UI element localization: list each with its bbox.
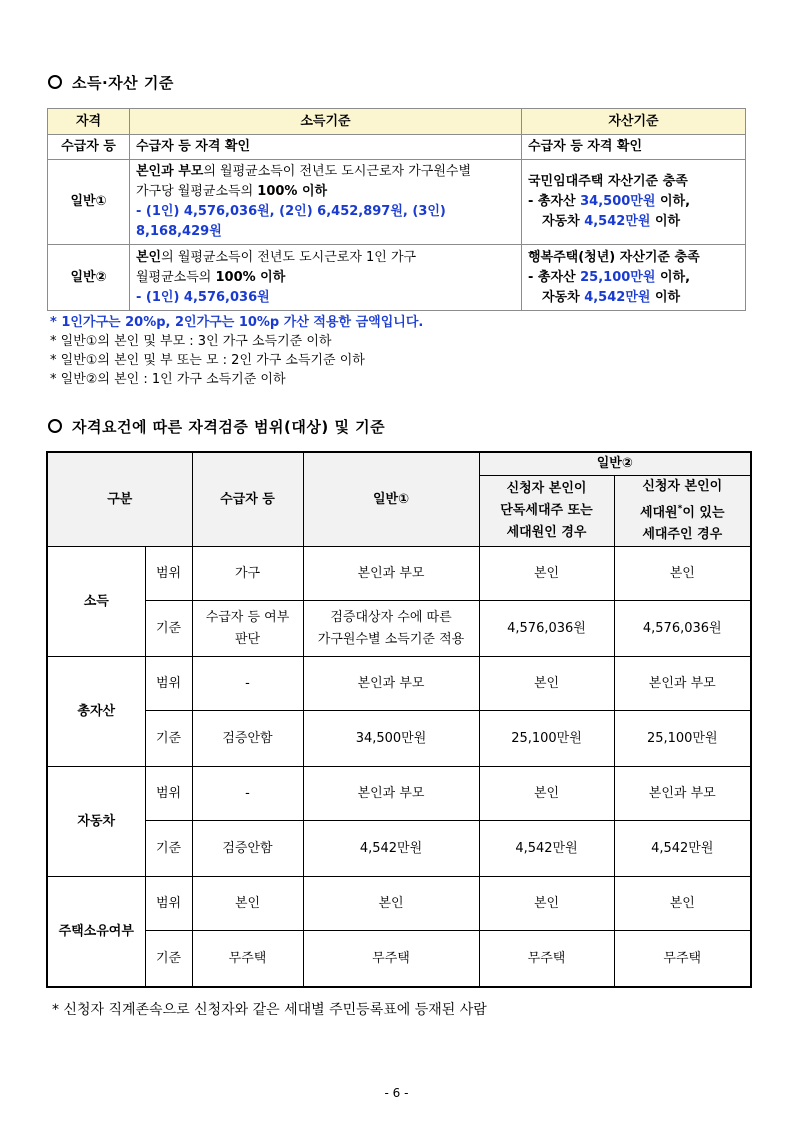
cell-general1: 본인 xyxy=(303,877,479,931)
cell-general2-single: 본인 xyxy=(479,657,614,711)
header-income-criteria: 소득기준 xyxy=(130,109,522,135)
cell-general1: 무주택 xyxy=(303,931,479,987)
cell-line: 검증대상자 수에 따른 xyxy=(330,609,452,625)
table-row-general1 xyxy=(48,160,746,245)
note-2: * 일반①의 본인 및 부모 : 3인 가구 소득기준 이하 xyxy=(50,334,332,349)
page-number: - 6 - xyxy=(384,1086,409,1100)
cell-general2-household: 4,542만원 xyxy=(614,821,751,877)
criteria-notes xyxy=(50,313,423,389)
cell-general2-single: 본인 xyxy=(479,547,614,601)
cell-basic: 검증안함 xyxy=(192,821,303,877)
cell-general2-household: 무주택 xyxy=(614,931,751,987)
sub-label-standard: 기준 xyxy=(145,931,192,987)
header-line: 단독세대주 또는 xyxy=(500,503,593,519)
row-label-general2: 일반② xyxy=(48,245,130,311)
asset-car-value: 4,542만원 xyxy=(584,289,651,305)
cell-general1: 4,542만원 xyxy=(303,821,479,877)
asset-title: 행복주택(청년) 자산기준 충족 xyxy=(528,249,700,265)
cell-general2-single: 무주택 xyxy=(479,931,614,987)
cell-general2-household: 본인 xyxy=(614,877,751,931)
table-row-assets-standard xyxy=(47,711,751,767)
cell-general1: 본인과 부모 xyxy=(303,767,479,821)
category-income: 소득 xyxy=(47,547,145,657)
asset-total-value: 34,500만원 xyxy=(580,194,656,209)
asset-label: - 총자산 xyxy=(528,269,581,285)
row-label-general1: 일반① xyxy=(48,160,130,245)
cell-general2-single: 4,576,036원 xyxy=(479,601,614,657)
income-text: 월평균소득의 xyxy=(136,269,216,285)
asset-label: 자동차 xyxy=(542,214,585,229)
cell-general2-household: 25,100만원 xyxy=(614,711,751,767)
asset-label: 자동차 xyxy=(542,289,585,305)
table-row-basic xyxy=(48,135,746,160)
header-basic: 수급자 등 xyxy=(192,452,303,547)
sub-label-standard: 기준 xyxy=(145,711,192,767)
cell-general2-single: 본인 xyxy=(479,877,614,931)
sub-label-standard: 기준 xyxy=(145,821,192,877)
table-header-row xyxy=(47,452,751,476)
header-general1: 일반① xyxy=(303,452,479,547)
asset-total-value: 25,100만원 xyxy=(580,269,656,285)
header-qualification: 자격 xyxy=(48,109,130,135)
table-row-income-range xyxy=(47,547,751,601)
cell-general2-single: 본인 xyxy=(479,767,614,821)
cell-basic: 본인 xyxy=(192,877,303,931)
cell-basic xyxy=(192,601,303,657)
cell-basic: - xyxy=(192,767,303,821)
cell-line: 판단 xyxy=(234,631,261,647)
note-3: * 일반①의 본인 및 부 또는 모 : 2인 가구 소득기준 이하 xyxy=(50,353,365,368)
cell-general1: 본인과 부모 xyxy=(303,657,479,711)
note-4: * 일반②의 본인 : 1인 가구 소득기준 이하 xyxy=(50,372,286,387)
table-row-general2 xyxy=(48,245,746,311)
table-row-housing-range xyxy=(47,877,751,931)
cell-general2-single: 4,542만원 xyxy=(479,821,614,877)
header-line: 신청자 본인이 xyxy=(506,481,587,497)
cell-general1: 본인과 부모 xyxy=(303,547,479,601)
cell-general2-household: 본인 xyxy=(614,547,751,601)
cell-line: 가구원수별 소득기준 적용 xyxy=(317,631,465,647)
category-home-ownership: 주택소유여부 xyxy=(47,877,145,987)
cell-general2-household: 4,576,036원 xyxy=(614,601,751,657)
hollow-circle-icon xyxy=(48,75,62,89)
cell-general1-asset xyxy=(522,160,746,245)
asset-car-value: 4,542만원 xyxy=(584,214,651,229)
income-text: 의 월평균소득이 전년도 도시근로자 가구원수별 xyxy=(203,164,472,179)
cell-basic: 가구 xyxy=(192,547,303,601)
sub-label-range: 범위 xyxy=(145,547,192,601)
verification-scope-table xyxy=(46,451,752,988)
note-1: * 1인가구는 20%p, 2인가구는 10%p 가산 적용한 금액입니다. xyxy=(50,315,424,330)
income-percent: 100% 이하 xyxy=(257,184,328,199)
income-asset-criteria-table xyxy=(47,108,746,311)
section2-title: 자격요건에 따른 자격검증 범위(대상) 및 기준 xyxy=(72,418,386,436)
income-percent: 100% 이하 xyxy=(215,269,286,285)
header-asset-criteria: 자산기준 xyxy=(522,109,746,135)
asset-suffix: 이하 xyxy=(650,289,681,305)
asset-suffix: 이하 xyxy=(650,214,681,229)
footnote: * 신청자 직계존속으로 신청자와 같은 세대별 주민등록표에 등재된 사람 xyxy=(52,1002,487,1018)
header-line: 세대원인 경우 xyxy=(506,525,587,541)
header-general2-single xyxy=(479,476,614,547)
header-line: 신청자 본인이 xyxy=(642,479,723,494)
cell-basic: - xyxy=(192,657,303,711)
asset-label: - 총자산 xyxy=(528,194,581,209)
row-label-basic: 수급자 등 xyxy=(48,135,130,160)
category-car: 자동차 xyxy=(47,767,145,877)
asset-suffix: 이하, xyxy=(655,194,691,209)
table-header-row xyxy=(48,109,746,135)
header-general2-household xyxy=(614,476,751,547)
cell-basic-asset: 수급자 등 자격 확인 xyxy=(522,135,746,160)
header-line: 이 있는 xyxy=(682,505,725,521)
cell-general1: 34,500만원 xyxy=(303,711,479,767)
cell-line: 수급자 등 여부 xyxy=(205,609,290,625)
income-subject: 본인 xyxy=(136,249,162,265)
table-row-housing-standard xyxy=(47,931,751,987)
cell-general2-household: 본인과 부모 xyxy=(614,657,751,711)
cell-general2-income xyxy=(130,245,522,311)
table-row-income-standard xyxy=(47,601,751,657)
income-text: 가구당 월평균소득의 xyxy=(136,184,258,199)
cell-general2-single: 25,100만원 xyxy=(479,711,614,767)
sub-label-range: 범위 xyxy=(145,657,192,711)
asset-title: 국민임대주택 자산기준 충족 xyxy=(528,174,688,189)
sub-label-range: 범위 xyxy=(145,767,192,821)
income-text: 의 월평균소득이 전년도 도시근로자 1인 가구 xyxy=(161,249,417,265)
table-row-assets-range xyxy=(47,657,751,711)
cell-basic: 검증안함 xyxy=(192,711,303,767)
income-subject: 본인과 부모 xyxy=(136,164,204,179)
header-line: 세대주인 경우 xyxy=(642,527,723,543)
cell-general1-income xyxy=(130,160,522,245)
cell-general2-asset xyxy=(522,245,746,311)
cell-basic: 무주택 xyxy=(192,931,303,987)
asset-suffix: 이하, xyxy=(655,269,691,285)
table-row-car-range xyxy=(47,767,751,821)
footnote-marker: * xyxy=(677,504,683,514)
table-row-car-standard xyxy=(47,821,751,877)
section1-title: 소득·자산 기준 xyxy=(72,74,174,92)
cell-general1 xyxy=(303,601,479,657)
income-amounts: - (1인) 4,576,036원 xyxy=(136,289,270,305)
header-general2: 일반② xyxy=(479,452,751,476)
income-amounts: - (1인) 4,576,036원, (2인) 6,452,897원, (3인) 8,168,429원 xyxy=(136,204,446,239)
section1-heading xyxy=(48,72,174,93)
header-line: 세대원 xyxy=(639,505,678,521)
sub-label-standard: 기준 xyxy=(145,601,192,657)
sub-label-range: 범위 xyxy=(145,877,192,931)
category-total-assets: 총자산 xyxy=(47,657,145,767)
hollow-circle-icon xyxy=(48,419,62,433)
cell-basic-income: 수급자 등 자격 확인 xyxy=(130,135,522,160)
header-category: 구분 xyxy=(47,452,192,547)
cell-general2-household: 본인과 부모 xyxy=(614,767,751,821)
section2-heading xyxy=(48,416,385,437)
